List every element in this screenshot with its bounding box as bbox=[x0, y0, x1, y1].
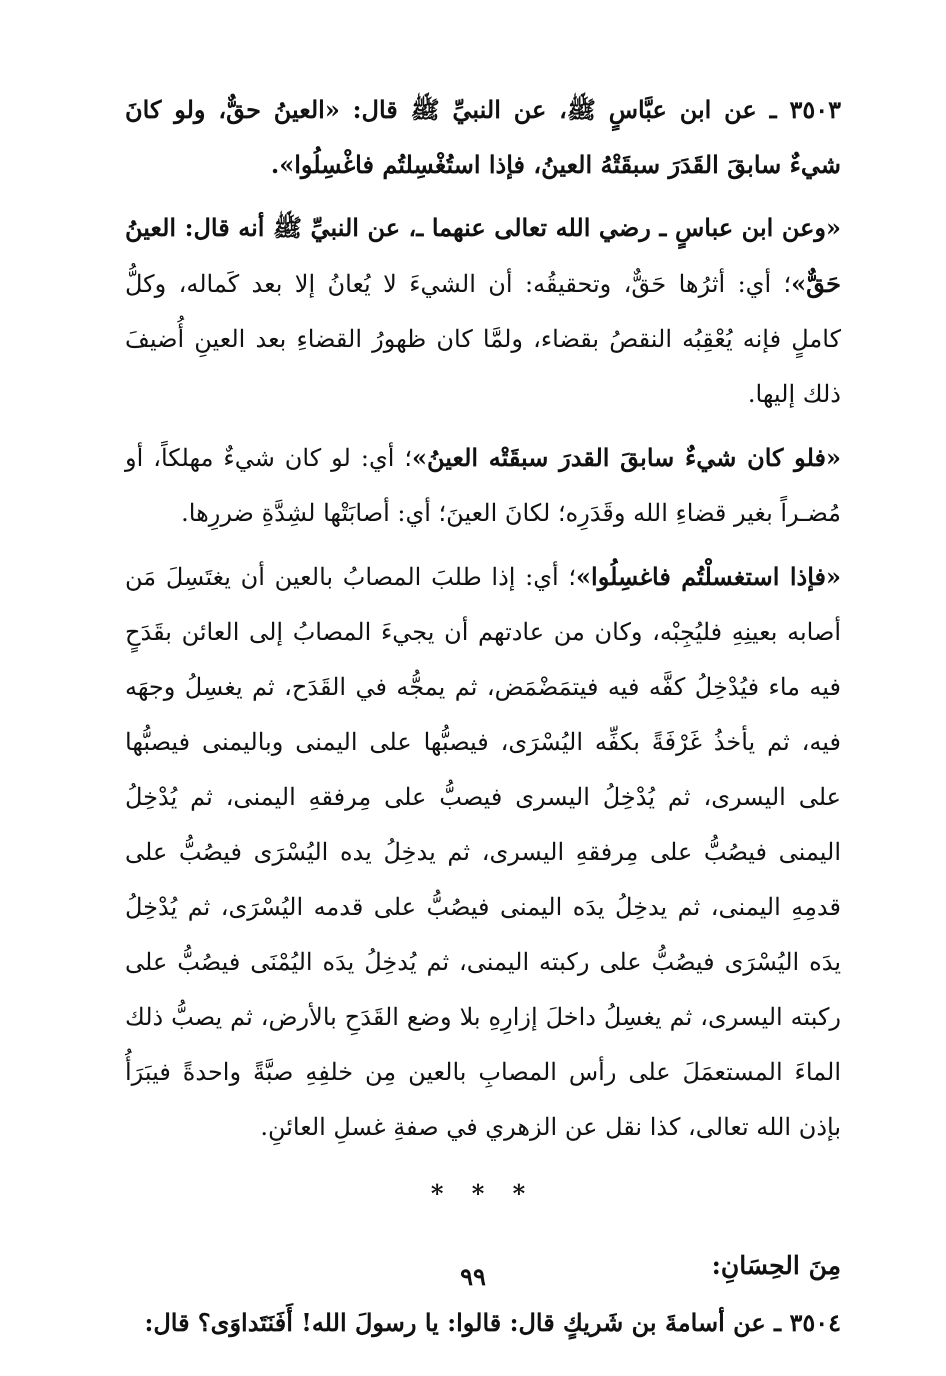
section-separator: * * * bbox=[430, 1179, 536, 1208]
commentary-1-quote: «وعن ابن عباسٍ ـ رضي الله تعالى عنهما ـ، عن النبيِّ ﷺ أنه قال: العينُ حَقٌّ» bbox=[125, 213, 841, 298]
commentary-2-explanation: ؛ أي: لو كان شيءٌ مهلكاً، أو مُضـراً بغير قضاءِ الله وقَدَرِه؛ لكانَ العينَ؛ أي: أصابَتْها لشِدَّةِ ضررِها. bbox=[125, 444, 841, 527]
section-heading: مِنَ الحِسَانِ: bbox=[711, 1251, 841, 1280]
commentary-paragraph-3 bbox=[125, 549, 841, 1155]
page-number: ٩٩ bbox=[460, 1262, 486, 1291]
commentary-2-quote: «فلو كان شيءٌ سابقَ القدرَ سبقَتْه العينُ» bbox=[412, 443, 841, 472]
page-body bbox=[125, 82, 841, 1358]
commentary-1-explanation: ؛ أي: أثرُها حَقٌّ، وتحقيقُه: أن الشيءَ لا يُعانُ إلا بعد كَماله، وكلُّ كاملٍ فإنه يُعْقِبُه النقصُ بقضاء، ولمَّا كان ظهورُ القضاءِ بعد العينِ أُضيفَ ذلك إليها. bbox=[125, 270, 841, 408]
commentary-paragraph-1 bbox=[125, 200, 841, 422]
commentary-paragraph-2 bbox=[125, 430, 841, 541]
commentary-3-explanation: ؛ أي: إذا طلبَ المصابُ بالعين أن يغتَسِلَ مَن أصابه بعينِهِ فليُجِبْه، وكان من عادتهم أن يجيءَ المصابُ إلى العائن بقَدَحٍ فيه ماء فيُدْخِلُ كفَّه فيه فيتمَضْمَض، ثم يمجُّه في القَدَح، ثم يغسِلُ وجهَه فيه، ثم يأخذُ غَرْفَةً بكفِّه اليُسْرَى، فيصبُّها على اليمنى وباليمنى فيصبُّها على اليسرى، ثم يُدْخِلُ اليسرى فيصبُّ على مِرفقهِ اليمنى، ثم يُدْخِلُ اليمنى فيصُبُّ على مِرفقهِ اليسرى، ثم يدخِلُ يده اليُسْرَى فيصُبُّ على قدمِهِ اليمنى، ثم يدخِلُ يدَه اليمنى فيصُبُّ على قدمه اليُسْرَى، ثم يُدْخِلُ يدَه اليُسْرَى فيصُبُّ على ركبته اليمنى، ثم يُدخِلُ يدَه اليُمْنَى فيصُبُّ على ركبته اليسرى، ثم يغسِلُ داخلَ إزارِهِ بلا وضع القَدَحِ بالأرض، ثم يصبُّ ذلك الماءَ المستعمَلَ على رأس المصابِ بالعين مِن خلفِهِ صبَّةً واحدةً فيبَرَأُ بإذن الله تعالى، كذا نقل عن الزهري في صفةِ غسلِ العائنِ. bbox=[125, 563, 842, 1141]
commentary-3-quote: «فإذا استغسلْتُم فاغسِلُوا» bbox=[576, 562, 842, 591]
hadith-3503: ٣٥٠٣ ـ عن ابن عبَّاسٍ ﷺ، عن النبيِّ ﷺ قال: «العينُ حقٌّ، ولو كانَ شيءٌ سابقَ القَدَرَ سبقَتْهُ العينُ، فإذا استُغْسِلتُم فاغْسِلُوا». bbox=[125, 95, 842, 179]
hadith-3504: ٣٥٠٤ ـ عن أسامةَ بن شَريكٍ قال: قالوا: يا رسولَ الله! أَفَنَتَداوَى؟ قال: bbox=[144, 1308, 841, 1337]
